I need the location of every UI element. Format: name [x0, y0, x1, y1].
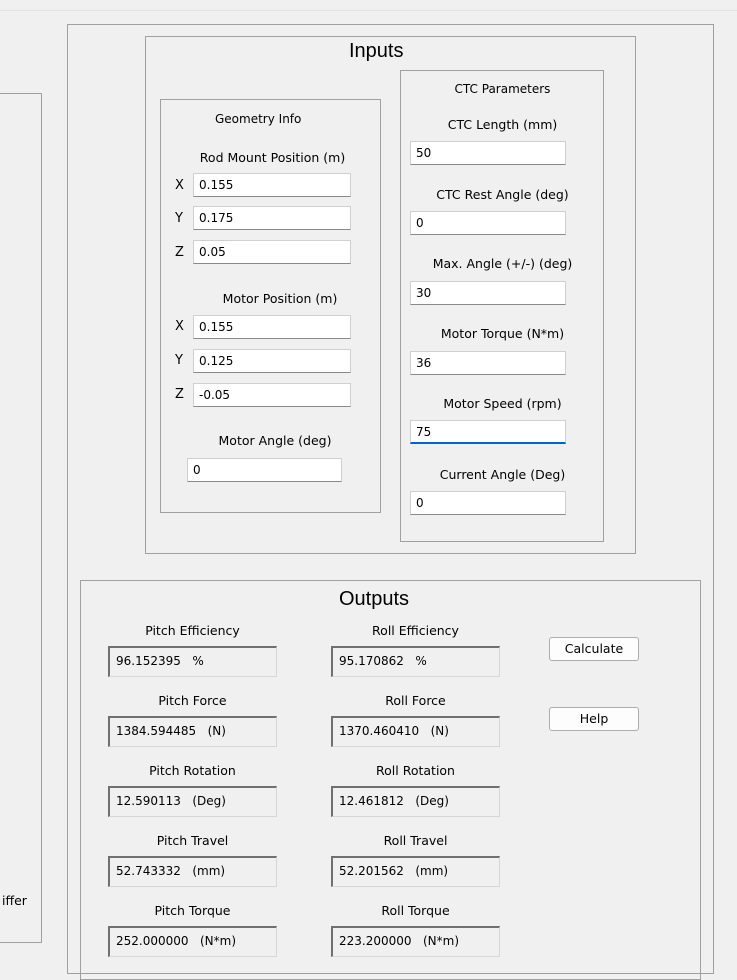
pitch-torque-label: Pitch Torque — [154, 903, 231, 918]
geometry-info-title: Geometry Info — [212, 111, 304, 127]
pitch-efficiency-output: 96.152395 % — [108, 646, 277, 677]
ctc-rest-angle-input[interactable]: 0 — [410, 211, 566, 235]
ctc-rest-angle-label: CTC Rest Angle (deg) — [436, 187, 569, 202]
max-angle-input[interactable]: 30 — [410, 281, 566, 305]
motor-position-y-label: Y — [175, 353, 183, 368]
motor-angle-label: Motor Angle (deg) — [218, 433, 332, 448]
calculate-button[interactable]: Calculate — [549, 637, 639, 661]
rod-mount-z-label: Z — [175, 245, 184, 260]
pitch-force-label: Pitch Force — [158, 693, 227, 708]
inputs-title: Inputs — [345, 39, 407, 63]
roll-force-label: Roll Force — [385, 693, 446, 708]
motor-position-label: Motor Position (m) — [222, 291, 338, 306]
roll-rotation-label: Roll Rotation — [376, 763, 455, 778]
rod-mount-position-label: Rod Mount Position (m) — [199, 150, 346, 165]
pitch-travel-label: Pitch Travel — [156, 833, 229, 848]
motor-position-x-input[interactable]: 0.155 — [193, 315, 351, 339]
rod-mount-x-input[interactable]: 0.155 — [193, 173, 351, 197]
pitch-travel-output: 52.743332 (mm) — [108, 856, 277, 887]
left-panel-cut-text: iffer — [2, 893, 27, 908]
roll-torque-label: Roll Torque — [381, 903, 450, 918]
motor-torque-label: Motor Torque (N*m) — [440, 326, 565, 341]
motor-position-z-label: Z — [175, 387, 184, 402]
motor-position-z-input[interactable]: -0.05 — [193, 383, 351, 407]
pitch-force-output: 1384.594485 (N) — [108, 716, 277, 747]
ctc-parameters-title: CTC Parameters — [454, 82, 551, 96]
motor-speed-input[interactable]: 75 — [410, 420, 566, 444]
rod-mount-z-input[interactable]: 0.05 — [193, 240, 351, 264]
pitch-efficiency-label: Pitch Efficiency — [145, 623, 240, 638]
ctc-length-input[interactable]: 50 — [410, 141, 566, 165]
left-panel — [0, 93, 42, 943]
motor-torque-input[interactable]: 36 — [410, 351, 566, 375]
motor-speed-label: Motor Speed (rpm) — [443, 396, 562, 411]
help-button[interactable]: Help — [549, 707, 639, 731]
roll-efficiency-output: 95.170862 % — [331, 646, 500, 677]
top-divider — [0, 10, 737, 11]
roll-rotation-output: 12.461812 (Deg) — [331, 786, 500, 817]
rod-mount-y-label: Y — [175, 211, 183, 226]
pitch-rotation-output: 12.590113 (Deg) — [108, 786, 277, 817]
rod-mount-x-label: X — [175, 178, 184, 193]
roll-efficiency-label: Roll Efficiency — [372, 623, 459, 638]
motor-position-x-label: X — [175, 319, 184, 334]
roll-travel-label: Roll Travel — [383, 833, 448, 848]
roll-torque-output: 223.200000 (N*m) — [331, 926, 500, 957]
roll-force-output: 1370.460410 (N) — [331, 716, 500, 747]
roll-travel-output: 52.201562 (mm) — [331, 856, 500, 887]
max-angle-label: Max. Angle (+/-) (deg) — [432, 256, 573, 271]
pitch-torque-output: 252.000000 (N*m) — [108, 926, 277, 957]
motor-position-y-input[interactable]: 0.125 — [193, 349, 351, 373]
outputs-title: Outputs — [335, 587, 413, 611]
current-angle-input[interactable]: 0 — [410, 491, 566, 515]
rod-mount-y-input[interactable]: 0.175 — [193, 206, 351, 230]
current-angle-label: Current Angle (Deg) — [439, 467, 566, 482]
ctc-length-label: CTC Length (mm) — [447, 117, 558, 132]
motor-angle-input[interactable]: 0 — [187, 458, 342, 482]
pitch-rotation-label: Pitch Rotation — [149, 763, 236, 778]
